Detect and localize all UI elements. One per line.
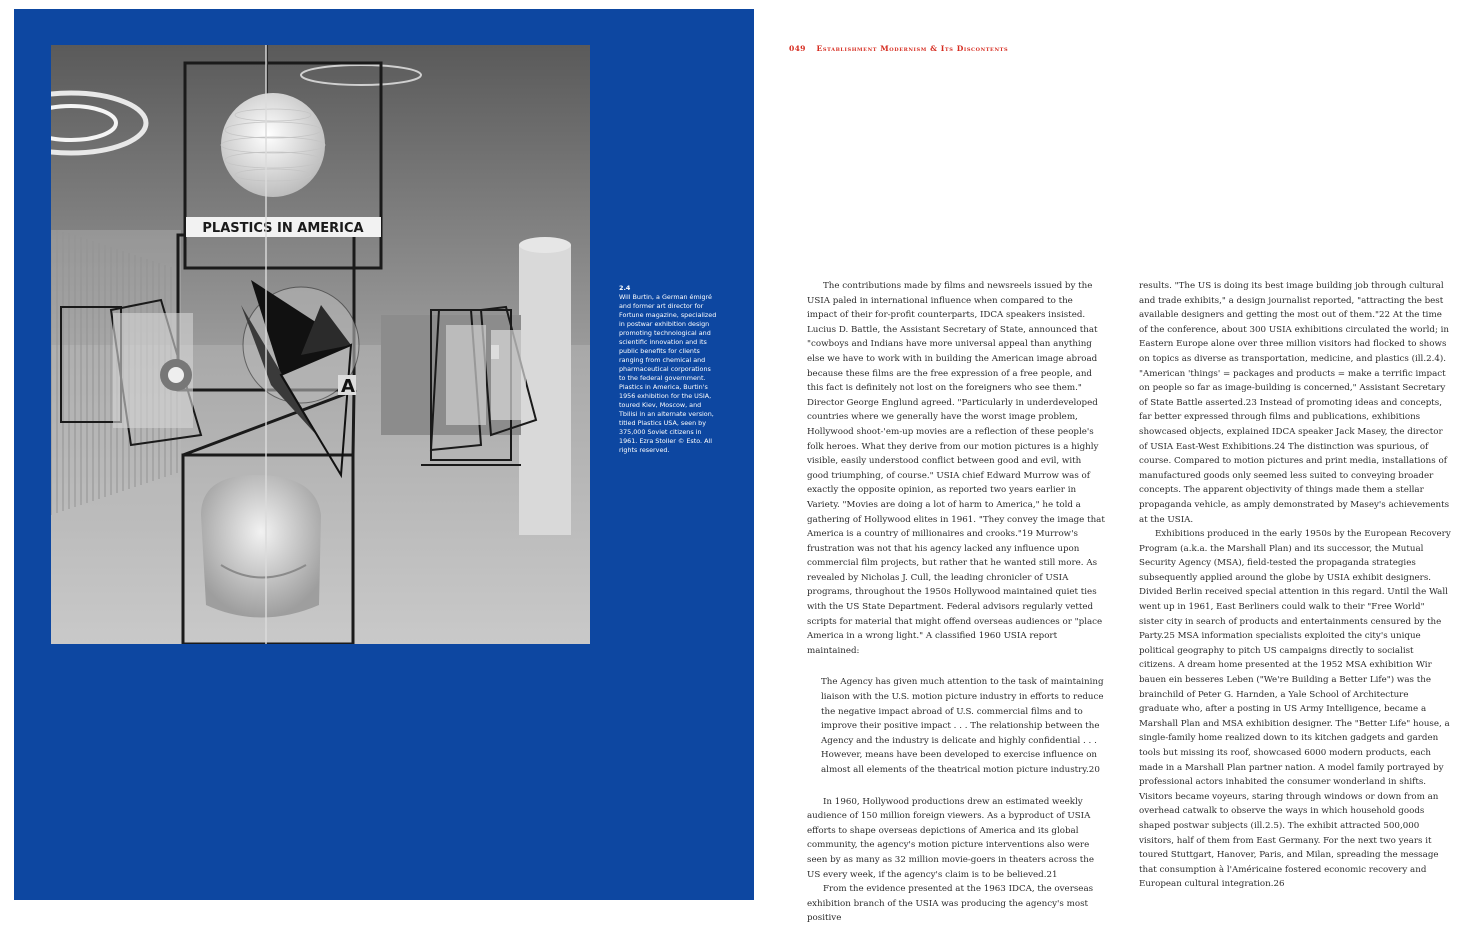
caption-number: 2.4 bbox=[619, 284, 631, 292]
block-quote: The Agency has given much attention to the task of maintaining liaison with the U.S. motion picture industry in efforts to reduce the negative impact abroad of U.S. commercial films and to improve their positive impact . . . The relationship between the Agency and the industry is delicate and highly confidential . . . However, means have been developed to exercise influence on almost all elements of the theatrical motion picture industry.20 bbox=[821, 677, 1104, 775]
running-head bbox=[789, 44, 1008, 53]
caption-text: Will Burtin, a German émigré and former art director for Fortune magazine, specialized in postwar exhibition design promoting technological and scientific innovation and its public benefits for clients ranging from chemical and pharmaceutical corporations to the federal government. Plastics in America, Burtin's 1956 exhibition for the USIA, toured Kiev, Moscow, and Tbilisi in an alternate version, titled Plastics USA, seen by 375,000 Soviet citizens in 1961. Ezra Stoller © Esto. All rights reserved. bbox=[619, 293, 717, 454]
text-column-1 bbox=[807, 279, 1105, 926]
running-title: Establishment Modernism & Its Discontents bbox=[816, 44, 1009, 53]
figure-caption bbox=[619, 284, 717, 455]
paragraph: Exhibitions produced in the early 1950s by the European Recovery Program (a.k.a. the Marshall Plan) and its successor, the Mutual Security Agency (MSA), field-tested the propaganda strategies subsequently applied around the globe by USIA exhibit designers. Divided Berlin received special attention in this regard. Until the Wall went up in 1961, East Berliners could walk to their "Free World" sister city in search of products and entertainments censured by the Party.25 MSA information specialists exploited the city's unique political geography to pitch US campaigns directly to socialist citizens. A dream home presented at the 1952 MSA exhibition Wir bauen ein besseres Leben ("We're Building a Better Life") was the brainchild of Peter G. Harnden, a Yale School of Architecture graduate who, after a posting in US Army Intelligence, became a Marshall Plan and MSA exhibition designer. The "Better Life" house, a single-family home realized down to its kitchen gadgets and garden tools but missing its roof, showcased 6000 modern products, each made in a Marshall Plan partner nation. A model family portrayed by professional actors inhabited the consumer wonderland in shifts. Visitors became voyeurs, staring through windows or down from an overhead catwalk to observe the ways in which household goods shaped postwar subjects (ill.2.5). The exhibit attracted 500,000 visitors, half of them from East Germany. For the next two years it toured Stuttgart, Hanover, Paris, and Milan, spreading the message that consumption à l'Américaine fostered economic recovery and European cultural integration.26 bbox=[1139, 529, 1451, 890]
paragraph: In 1960, Hollywood productions drew an estimated weekly audience of 150 million foreign viewers. As a byproduct of USIA efforts to shape overseas depictions of America and its global community, the agency's motion picture interventions also were seen by as many as 32 million movie-goers in theaters across the US every week, if the agency's claim is to be believed.21 bbox=[807, 796, 1094, 880]
svg-text:A: A bbox=[341, 376, 355, 397]
left-page bbox=[14, 9, 754, 900]
text-column-2 bbox=[1139, 279, 1451, 892]
paragraph: From the evidence presented at the 1963 IDCA, the overseas exhibition branch of the USIA was producing the agency's most positive bbox=[807, 884, 1094, 924]
exhibition-photo bbox=[51, 45, 590, 644]
photo-signage: PLASTICS IN AMERICA bbox=[202, 221, 364, 236]
page-number: 049 bbox=[789, 44, 806, 53]
paragraph: results. "The US is doing its best image building job through cultural and trade exhibits," a design journalist reported, "attracting the best available designers and getting the most out of them."22 At the time of the conference, about 300 USIA exhibitions circulated the world; in Eastern Europe alone over three million visitors had flocked to shows on topics as diverse as transportation, medicine, and plastics (ill.2.4). "American 'things' = packages and products = make a terrific impact on people so far as image-building is concerned," Assistant Secretary of State Battle asserted.23 Instead of promoting ideas and concepts, far better expressed through films and publications, exhibitions showcased objects, explained IDCA speaker Jack Masey, the director of USIA East-West Exhibitions.24 The distinction was spurious, of course. Compared to motion pictures and print media, installations of manufactured goods only seemed less suited to conveying broader concepts. The apparent objectivity of things made them a stellar propaganda vehicle, as amply demonstrated by Masey's achievements at the USIA. bbox=[1139, 281, 1450, 525]
paragraph: The contributions made by films and newsreels issued by the USIA paled in international influence when compared to the impact of their for-profit counterparts, IDCA speakers insisted. Lucius D. Battle, the Assistant Secretary of State, announced that "cowboys and Indians have more universal appeal than anything else we have to work with in building the American image abroad because these films are the free expression of a free people, and this fact is definitely not lost on the foreigners who see them." Director George Englund agreed. "Particularly in underdeveloped countries where we generally have the worst image problem, Hollywood shoot-'em-up movies are a reflection of these people's folk heroes. What they derive from our motion pictures is a highly visible, easily understood conflict between good and evil, with good triumphing, of course." USIA chief Edward Murrow was of exactly the opposite opinion, as reported two years earlier in Variety. "Movies are doing a lot of harm to America," he told a gathering of Hollywood elites in 1961. "They convey the image that America is a country of millionaires and crooks."19 Murrow's frustration was not that his agency lacked any influence upon commercial film projects, but rather that he wanted still more. As revealed by Nicholas J. Cull, the leading chronicler of USIA programs, throughout the 1950s Hollywood maintained quiet ties with the US State Department. Federal advisors regularly vetted scripts for material that might offend overseas audiences or "place America in a wrong light." A classified 1960 USIA report maintained: bbox=[807, 281, 1105, 656]
